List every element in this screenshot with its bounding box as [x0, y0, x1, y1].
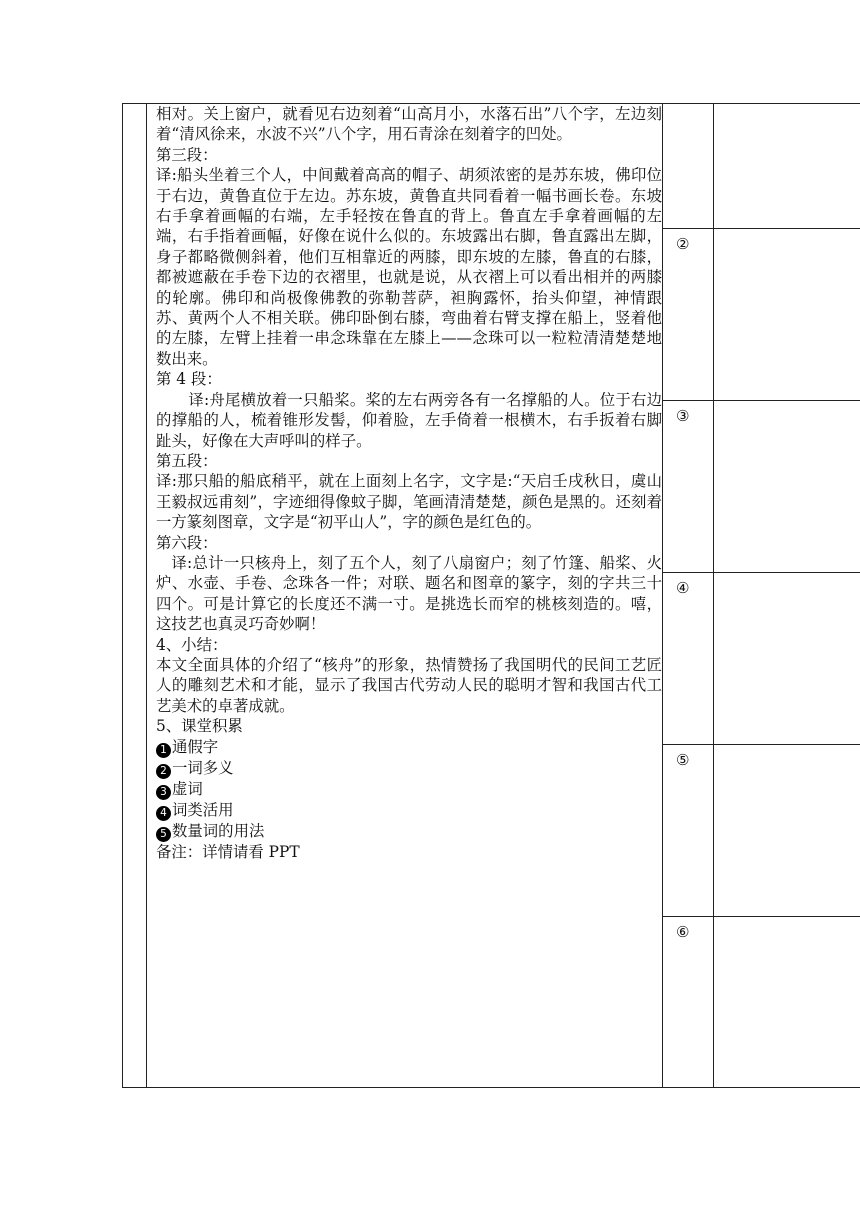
paragraph-window-couplet: 相对。关上窗户，就看见右边刻着“山高月小，水落石出”八个字，左边刻着“清风徐来，水波不兴”八个字，用石青涂在刻着字的凹处。 [156, 105, 662, 144]
accumulation-item-label: 一词多义 [172, 758, 234, 777]
section-heading-3: 第三段： [156, 145, 218, 164]
accumulation-item [156, 800, 662, 821]
marker-3: ③ [676, 407, 690, 425]
table-border-bottom [122, 1087, 860, 1088]
accumulation-item-label: 数量词的用法 [172, 821, 265, 840]
row-line-1 [662, 228, 860, 229]
table-border-left [122, 103, 123, 1088]
accumulation-item-label: 词类活用 [172, 800, 234, 819]
accumulation-item-label: 虚词 [172, 779, 203, 798]
number-badge-icon: 5 [156, 827, 171, 842]
table-divider-1 [146, 103, 147, 1088]
summary-heading: 4、小结： [156, 635, 228, 654]
accumulation-heading: 5、课堂积累 [156, 717, 243, 736]
row-line-5 [662, 916, 860, 917]
section-heading-4: 第 4 段： [156, 370, 222, 389]
row-line-3 [662, 572, 860, 573]
number-badge-icon: 2 [156, 764, 171, 779]
table-divider-3 [713, 103, 714, 1088]
number-badge-icon: 3 [156, 785, 171, 800]
paragraph-translation-4: 译:舟尾横放着一只船桨。桨的左右两旁各有一名撑船的人。位于右边的撑船的人，梳着锥形发髻，仰着脸，左手倚着一根横木，右手扳着右脚趾头，好像在大声呼叫的样子。 [156, 390, 662, 450]
marker-6: ⑥ [676, 923, 690, 941]
paragraph-translation-3: 译:船头坐着三个人，中间戴着高高的帽子、胡须浓密的是苏东坡，佛印位于右边，黄鲁直位于左边。苏东坡，黄鲁直共同看着一幅书画长卷。东坡右手拿着画幅的右端，左手轻按在鲁直的背上。鲁直左手拿着画幅的左端，右手指着画幅，好像在说什么似的。东坡露出右脚，鲁直露出左脚，身子都略微侧斜着，他们互相靠近的两膝，即东坡的左膝，鲁直的右膝，都被遮蔽在手卷下边的衣褶里，也就是说，从衣褶上可以看出相并的两膝的轮廓。佛印和尚极像佛教的弥勒菩萨，袒胸露怀，抬头仰望，神情跟苏、黄两个人不相关联。佛印卧倒右膝，弯曲着右臂支撑在船上，竖着他的左膝，左臂上挂着一串念珠靠在左膝上——念珠可以一粒粒清清楚楚地数出来。 [156, 166, 662, 368]
table-divider-2 [662, 103, 663, 1088]
summary-text: 本文全面具体的介绍了“核舟”的形象，热情赞扬了我国明代的民间工艺匠人的雕刻艺术和才能，显示了我国古代劳动人民的聪明才智和我国古代工艺美术的卓著成就。 [156, 655, 662, 715]
section-heading-6: 第六段： [156, 533, 218, 552]
lesson-content [156, 104, 662, 862]
number-badge-icon: 1 [156, 743, 171, 758]
marker-2: ② [676, 235, 690, 253]
accumulation-item [156, 779, 662, 800]
paragraph-translation-5: 译:那只船的船底稍平，就在上面刻上名字，文字是:“天启壬戌秋日，虞山王毅叔远甫刻”，字迹细得像蚊子脚，笔画清清楚楚，颜色是黑的。还刻着一方篆刻图章，文字是“初平山人”，字的颜色是红色的。 [156, 472, 662, 532]
accumulation-item [156, 737, 662, 758]
marker-4: ④ [676, 579, 690, 597]
row-line-4 [662, 744, 860, 745]
accumulation-item [156, 821, 662, 842]
marker-5: ⑤ [676, 751, 690, 769]
row-line-2 [662, 400, 860, 401]
note-text: 备注：详情请看 PPT [156, 842, 300, 861]
accumulation-item-label: 通假字 [172, 737, 219, 756]
accumulation-item [156, 758, 662, 779]
paragraph-translation-6: 译:总计一只核舟上，刻了五个人，刻了八扇窗户；刻了竹篷、船桨、火炉、水壶、手卷、念珠各一件；对联、题名和图章的篆字，刻的字共三十四个。可是计算它的长度还不满一寸。是挑选长而窄的桃核刻造的。嘻，这技艺也真灵巧奇妙啊！ [156, 553, 662, 634]
number-badge-icon: 4 [156, 806, 171, 821]
section-heading-5: 第五段： [156, 451, 218, 470]
